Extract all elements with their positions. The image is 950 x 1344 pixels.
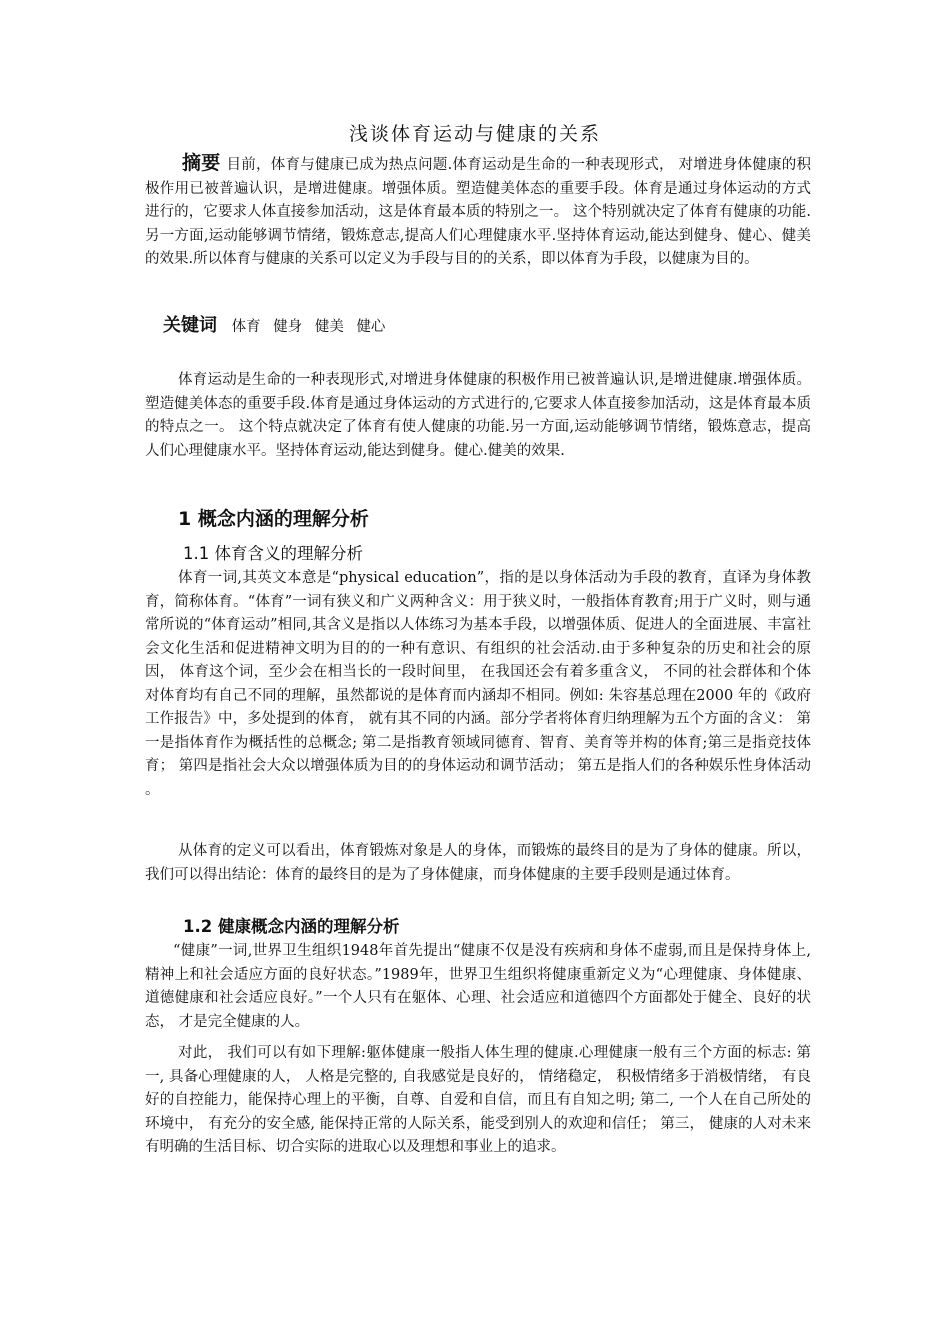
keyword-item: 体育 bbox=[231, 319, 261, 335]
abstract-text: 目前，体育与健康已成为热点问题.体育运动是生命的一种表现形式， 对增进身体健康的积极作用已被普遍认识，是增进健康。增强体质。塑造健美体态的重要手段。体育是通过身体运动的方式进行的，它要求人体直接参加活动，这是体育最本质的特别之一。 这个特别就决定了体育有健康的功能.另一方面,运动能够调节情绪，锻炼意志,提高人们心理健康水平.坚持体育运动,能达到健身、健心、健美的效果.所以体育与健康的关系可以定义为手段与目的的关系，即以体育为手段，以健康为目的。 bbox=[145, 157, 811, 267]
document-title: 浅谈体育运动与健康的关系 bbox=[348, 123, 601, 145]
keyword-item: 健美 bbox=[314, 319, 344, 335]
section-1-2-paragraph-1: “健康”一词,世界卫生组织1948年首先提出“健康不仅是没有疾病和身体不虚弱,而且是保持身体上,精神上和社会适应方面的良好状态。”1989年，世界卫生组织将健康重新定义为“心理健康、身体健康、道德健康和社会适应良好。”一个人只有在躯体、心理、社会适应和道德四个方面都处于健全、良好的状态， 才是完全健康的人。 bbox=[145, 943, 811, 1030]
keywords-line bbox=[145, 311, 811, 342]
section-1-1-paragraph-2: 从体育的定义可以看出，体育锻炼对象是人的身体，而锻炼的最终目的是为了身体的健康。所以，我们可以得出结论：体育的最终目的是为了身体健康，而身体健康的主要手段则是通过体育。 bbox=[145, 843, 811, 883]
section-1-1-heading: 1.1 体育含义的理解分析 bbox=[183, 544, 363, 563]
section-1-heading: 1 概念内涵的理解分析 bbox=[178, 508, 369, 530]
keyword-item: 健身 bbox=[273, 319, 303, 335]
section-1-2-heading: 1.2 健康概念内涵的理解分析 bbox=[183, 917, 400, 936]
abstract-paragraph bbox=[145, 152, 811, 272]
intro-paragraph: 体育运动是生命的一种表现形式,对增进身体健康的积极作用已被普遍认识,是增进健康.增强体质。塑造健美体态的重要手段.体育是通过身体运动的方式进行的,它要求人体直接参加活动，这是体育最本质的特点之一。 这个特点就决定了体育有使人健康的功能.另一方面,运动能够调节情绪，锻炼意志，提高人们心理健康水平。坚持体育运动,能达到健身。健心.健美的效果. bbox=[145, 372, 811, 459]
section-1-2-paragraph-2: 对此， 我们可以有如下理解:躯体健康一般指人体生理的健康.心理健康一般有三个方面的标志: 第一, 具备心理健康的人， 人格是完整的, 自我感觉是良好的， 情绪稳定， 积极情绪多于消极情绪， 有良好的自控能力，能保持心理上的平衡，自尊、自爱和自信，而且有自知之明; 第二, 一个人在自己所处的环境中， 有充分的安全感, 能保持正常的人际关系，能受到别人的欢迎和信任； 第三， 健康的人对未来有明确的生活目标、切合实际的进取心以及理想和事业上的追求。 bbox=[145, 1045, 811, 1155]
section-1-1-paragraph-1: 体育一词,其英文本意是“physical education”，指的是以身体活动为手段的教育，直译为身体教育，简称体育。“体育”一词有狭义和广义两种含义：用于狭义时，一般指体育教育;用于广义时，则与通常所说的“体育运动”相同,其含义是指以人体练习为基本手段，以增强体质、促进人的全面进展、丰富社会文化生活和促进精神文明为目的的一种有意识、有组织的社会活动.由于多种复杂的历史和社会的原因， 体育这个词，至少会在相当长的一段时间里， 在我国还会有着多重含义， 不同的社会群体和个体对体育均有自己不同的理解，虽然都说的是体育而内涵却不相同。例如: 朱容基总理在2000 年的《政府工作报告》中，多处提到的体育， 就有其不同的内涵。部分学者将体育归纳理解为五个方面的含义： 第一是指体育作为概括性的总概念; 第二是指教育领域同德育、智育、美育等并构的体育;第三是指竞技体育； 第四是指社会大众以增强体质为目的的身体运动和调节活动； 第五是指人们的各种娱乐性身体活动 。 bbox=[145, 570, 811, 798]
keywords-label: 关键词 bbox=[163, 315, 217, 336]
keyword-item: 健心 bbox=[356, 319, 386, 335]
abstract-label: 摘要 bbox=[182, 152, 221, 174]
